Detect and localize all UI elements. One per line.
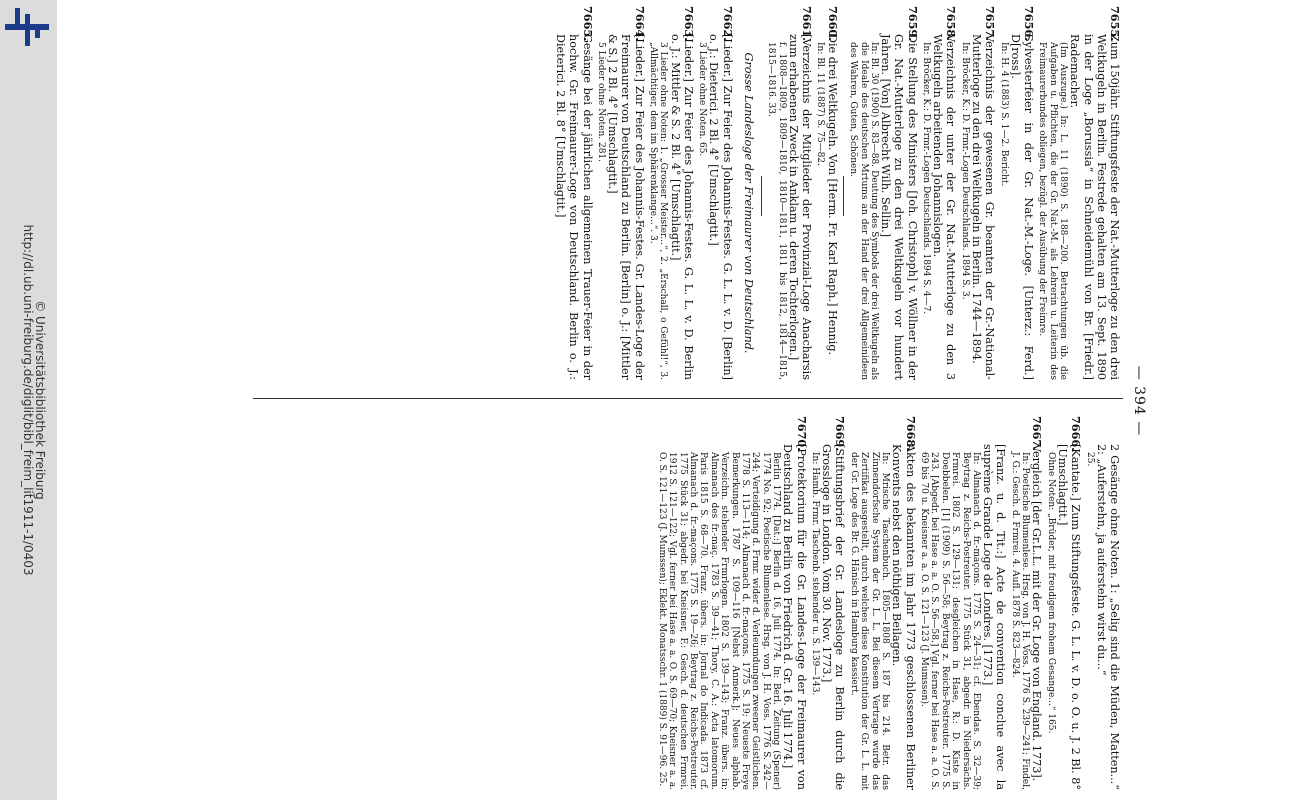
entry-note: 25.: [1084, 452, 1095, 467]
entry-title: [Protektorium für die Gr. Landes-Loge der Freimaurer von Deutschland zu Berlin von Friedrich d. Gr. 16. Juli 1774.]: [781, 444, 808, 790]
column-divider: [253, 398, 1123, 399]
entry-note: In: Bröcker, K.: D. Frmr.-Logen Deutschlands. 1894 S. 4—7.: [920, 42, 931, 315]
bibliography-entry: [1037, 6, 1121, 380]
document-page: [210, 6, 1145, 796]
entry-title: Zum 150jähr. Stiftungsfeste der Nat.-Mutterloge zu den drei Weltkugeln in Berlin. Festrede gehalten am 13. Sept. 1890 in der Loge „Borussia“ in Schneidemühl von Br. [Friedr.] Rademacher.: [1068, 34, 1121, 380]
bibliography-entry: [921, 6, 958, 380]
entry-title: [Lieder.] Zur Feier des Johannis-Festes. G. L. L. v. D. Berlin o. J.: Mittler & S. 2 Bl. 4° [Umschlagtit.]: [668, 34, 695, 380]
bibliography-entry: [815, 6, 839, 380]
entry-rule: [843, 176, 844, 216]
entry-note: In: Hamb. Frmr. Taschenb. stehender u. S. 139—143.: [810, 452, 821, 696]
entry-title: Akten des bekannten im Jahr 1773 geschlossenen Berliner Konvents nebst den nöthigen Beilagen.: [890, 444, 917, 790]
entry-title: [Franz. u. d. Tit.:] Acte de convention conclue avec la suprème Grande Loge de Londres. [1773.]: [981, 444, 1008, 790]
left-column: [552, 6, 1121, 380]
bibliography-entry: [648, 6, 695, 380]
entry-note: 3 Lieder ohne Noten: 1. „Grosser Meister...“, 2. „Erschall, o Gefühl!“, 3. „Allmächtiger, dem im Sphärenklange...“. 3.: [648, 42, 669, 380]
entry-title: Gesänge bei der jährlichen allgemeinen Trauer-Feier in der hochw. Gr. Freimaurer-Loge von Deutschland. Berlin o. J.: Dieterici. 2 Bl. 8° [Umschlagtit.]: [554, 34, 594, 380]
bibliography-entry: [766, 6, 813, 380]
section-rule: [761, 176, 762, 216]
bibliography-entry: [1009, 416, 1043, 790]
entry-note: In: Almanach d. fr.-maçons. 1775 S. 24—31; cf. Ebendas. S. 32—39; Beytrag z. Reichs-Postreuter. 1775 Stück 31, abgedr. in Niedersächs. Frmrei. 1802 S. 129—131; desgleichen in Hase, R.: D. Kiste in Doebbelen. [1] (1909) S. 56—58; Beytrag z. Reichs-Postreuter. 1775 S. 243. [Abgedr. bei Hase a. a. O. S. 56—58.] Vgl. ferner bei Hase a. a. O. S. 69 bis 70 u. Kneisner a. a. O. S. 121—123 (J. Mumssen).: [918, 452, 981, 790]
entry-note: In: Mrische Taschenbuch. 1805—1808 S. 187 bis 214. Betr. das Zinnendorfsche System der Gr. L. L. Bei diesem Vertrage wurde das Zertifikat ausgestellt, durch welches diese Konstitution der Gr. L. L. mit der Gr. Loge des Br. G. Hänisch in Hamburg kassiert.: [848, 452, 891, 790]
entry-number: 7659.: [905, 6, 920, 42]
bibliography-entry: [1084, 416, 1121, 790]
copyright-notice: © Universitätsbibliothek Freiburg: [33, 300, 47, 500]
bibliography-entry: [998, 6, 1035, 380]
entry-title: [Verzeichnis der Mitglieder der Provinzial-Loge Anacharsis zum erhabenen Zweck in Anklam u. deren Tochterlogen.]: [786, 34, 814, 380]
entry-title: 2 Gesänge ohne Noten. 1: „Selig sind die Müden, Matten...“ 2: „Auferstehn, ja auferstehn wirst du...“: [1094, 444, 1121, 790]
entry-title: [Lieder.] Zur Feier des Johannis-Festes. Gr. Landes-Loge der Freimaurer von Deutschland zu Berlin. [Berlin] o. J.: [Mittler & S.] 2 Bl. 4° [Umschlagtit.]: [606, 34, 646, 380]
entry-note: In: H. 4 (1883) S. 1—2. Bericht.: [998, 42, 1009, 187]
bibliography-entry: [848, 416, 916, 790]
entry-note: Berlin 1774. [Dat.:] Berlin d. 16. Juli 1774. In: Berl. Zeitung (Spener) 1774 No. 92; Poetische Blumenlese. Hrsg. von J. H. Voss. 1776 S. 242—244; Verteidigung d. Frmr. wider d. Verleumdungen zweener Geistlichen. 1778 S. 113—114; Almanach d. fr.-maçons. 1775 S. 19; Neueste Freye Bemerkungen. 1787 S. 109—116 [Nebst Anmerk.]; Neues alphab. Verzeichn. stehender Frmrlogen. 1802 S. 139—143; Franz. übers. in: Almanach des fr.-maç. 1783 S. 39—41; Thory, C. A.: Acta latomorum. Paris 1815 S. 68—70. Franz. übers. in: Jornal do Indicada. 1873 cf. Almanach d. fr.-maçons. 1775 S. 19—26; Beytrag z. Reichs-Postreuter. 1775 Stück 31; abgedr. bei Kneisner, F.: Gesch. d. deutschen Frmrei. 1912 S. 121—122; Vgl. ferner bei Hase a. a. O. S. 69—70; Kneisner a. a. O. S. 121—123 (J. Mumssen); Eklekt. Monatsschr. 1 (1889) S. 91—96. 25.: [656, 452, 782, 790]
entry-number: 7667.: [1030, 416, 1045, 452]
entry-title: Vergleich [der Gr.L.L. mit der Gr. Loge von England. 1773].: [1030, 444, 1044, 782]
page-number-header: — 394 —: [1131, 365, 1147, 437]
entry-note: f. 1808—1809, 1809—1810, 1810—1811, 1811 bis 1812, 1814—1815, 1815—1816. 33.: [766, 42, 787, 380]
bibliography-entry: [656, 416, 807, 790]
entry-title: Verzeichnis der unter der Gr. Nat.-Mutterloge zu den 3 Weltkugeln arbeitenden Johannislogen.: [931, 34, 958, 380]
entry-note: (Im Auszuge.) In: L. 11 (1890) S. 188—200. Betrachtungen üb. die Aufgaben u. Pflichten, die der Gr. Nat.-M. als Lehrerin u. Leiterin des Freimaurerbundes obliegen, bezügl. der Ausübung der Freimre.: [1037, 42, 1069, 380]
entry-title: [Lieder.] Zur Feier des Johannis-Festes. G. L. L. v. D. [Berlin] o. J.: Dieterici. 2 Bl. 4° [Umschlagtit.]: [707, 34, 734, 380]
entry-number: 7657.: [983, 6, 998, 42]
entry-number: 7658.: [944, 6, 959, 42]
entry-note: Ohne Noten: „Brüder, mit freudigem frohem Gesange...“ 165.: [1045, 452, 1056, 734]
entry-number: 7668.: [903, 416, 918, 452]
entry-title: Die Stellung des Ministers [Joh. Christoph] v. Wöllner in der Gr. Nat.-Mutterloge zu den drei Weltkugeln vor hundert Jahren. [Von] Albrecht Wilh. Sellin.]: [879, 34, 919, 380]
entry-note: 5 Lieder ohne Noten. 281.: [596, 42, 607, 163]
entry-title: Verzeichnis der gewesenen Gr. beamten der Gr.-National-Mutterloge zu den drei Weltkugeln in Berlin. 1744—1894.: [969, 34, 997, 380]
entry-title: Die drei Weltkugeln. Von [Herm. Fr. Karl Raph.] Hennig.: [825, 34, 839, 356]
entry-note: In: Bröcker, K.: D. Frmr.-Logen Deutschlands. 1894 S. 3.: [959, 42, 970, 300]
entry-title: [Kantate.] Zum Stiftungsfeste. G. L. L. v. D. o. O. u. J. 2 Bl. 8° [Umschlagtit.]: [1055, 444, 1083, 790]
entry-title: [Stiftungsbrief der Gr. Landesloge zu Berlin durch die Grossloge in London. Vom 30. Nov. 1773.]: [820, 444, 847, 790]
entry-number: 7670.: [794, 416, 809, 452]
permalink-url[interactable]: http://dl.ub.uni-freiburg.de/diglit/bibl_freim_lit1911-1/0403: [21, 224, 35, 576]
right-column: [654, 416, 1121, 790]
bibliography-entry: [1045, 416, 1082, 790]
entry-number: 7666.: [1069, 416, 1084, 452]
entry-number: 7661.: [800, 6, 815, 42]
entry-note: In: Bl. 30 (1900) S. 83—88. Deutung des Symbols der drei Weltkugeln als die Ideale des deutschen Mrtums an der Hand der drei Allgemeinideen des Wahren, Guten, Schönen.: [848, 42, 879, 380]
bibliography-entry: [959, 6, 996, 380]
entry-number: 7656.: [1021, 6, 1036, 42]
bibliography-entry: [596, 6, 646, 380]
entry-number: 7664.: [632, 6, 647, 42]
library-logo-icon[interactable]: [5, 8, 49, 48]
entry-note: In: Bl. 11 (1887) S. 75—82.: [815, 42, 826, 166]
bibliography-entry: [810, 416, 847, 790]
bibliography-entry: [848, 6, 919, 380]
entry-number: 7663.: [681, 6, 696, 42]
section-heading: Grosse Landesloge der Freimaurer von Deutschland.: [741, 52, 755, 354]
sidebar: [0, 0, 57, 800]
bibliography-entry: [697, 6, 734, 380]
entry-note: In: Poetische Blumenlese. Hrsg. von J. H. Voss. 1776 S. 239—241; Findel, J. G.: Gesch. d. Frmrei. 4. Aufl. 1878 S. 823—824.: [1009, 452, 1031, 790]
entry-number: 7665.: [580, 6, 595, 42]
entry-number: 7669.: [833, 416, 848, 452]
bibliography-entry: [554, 6, 594, 380]
entry-note: 3 Lieder ohne Noten. 65.: [697, 42, 708, 157]
entry-number: 7655.: [1108, 6, 1122, 42]
entry-number: 7660.: [825, 6, 840, 42]
bibliography-entry: [919, 416, 1008, 790]
entry-number: 7662.: [720, 6, 735, 42]
entry-title: Sylvesterfeier in der Gr. Nat.-M.-Loge. [Unterz.: Ferd.] D[ross].: [1008, 34, 1035, 380]
